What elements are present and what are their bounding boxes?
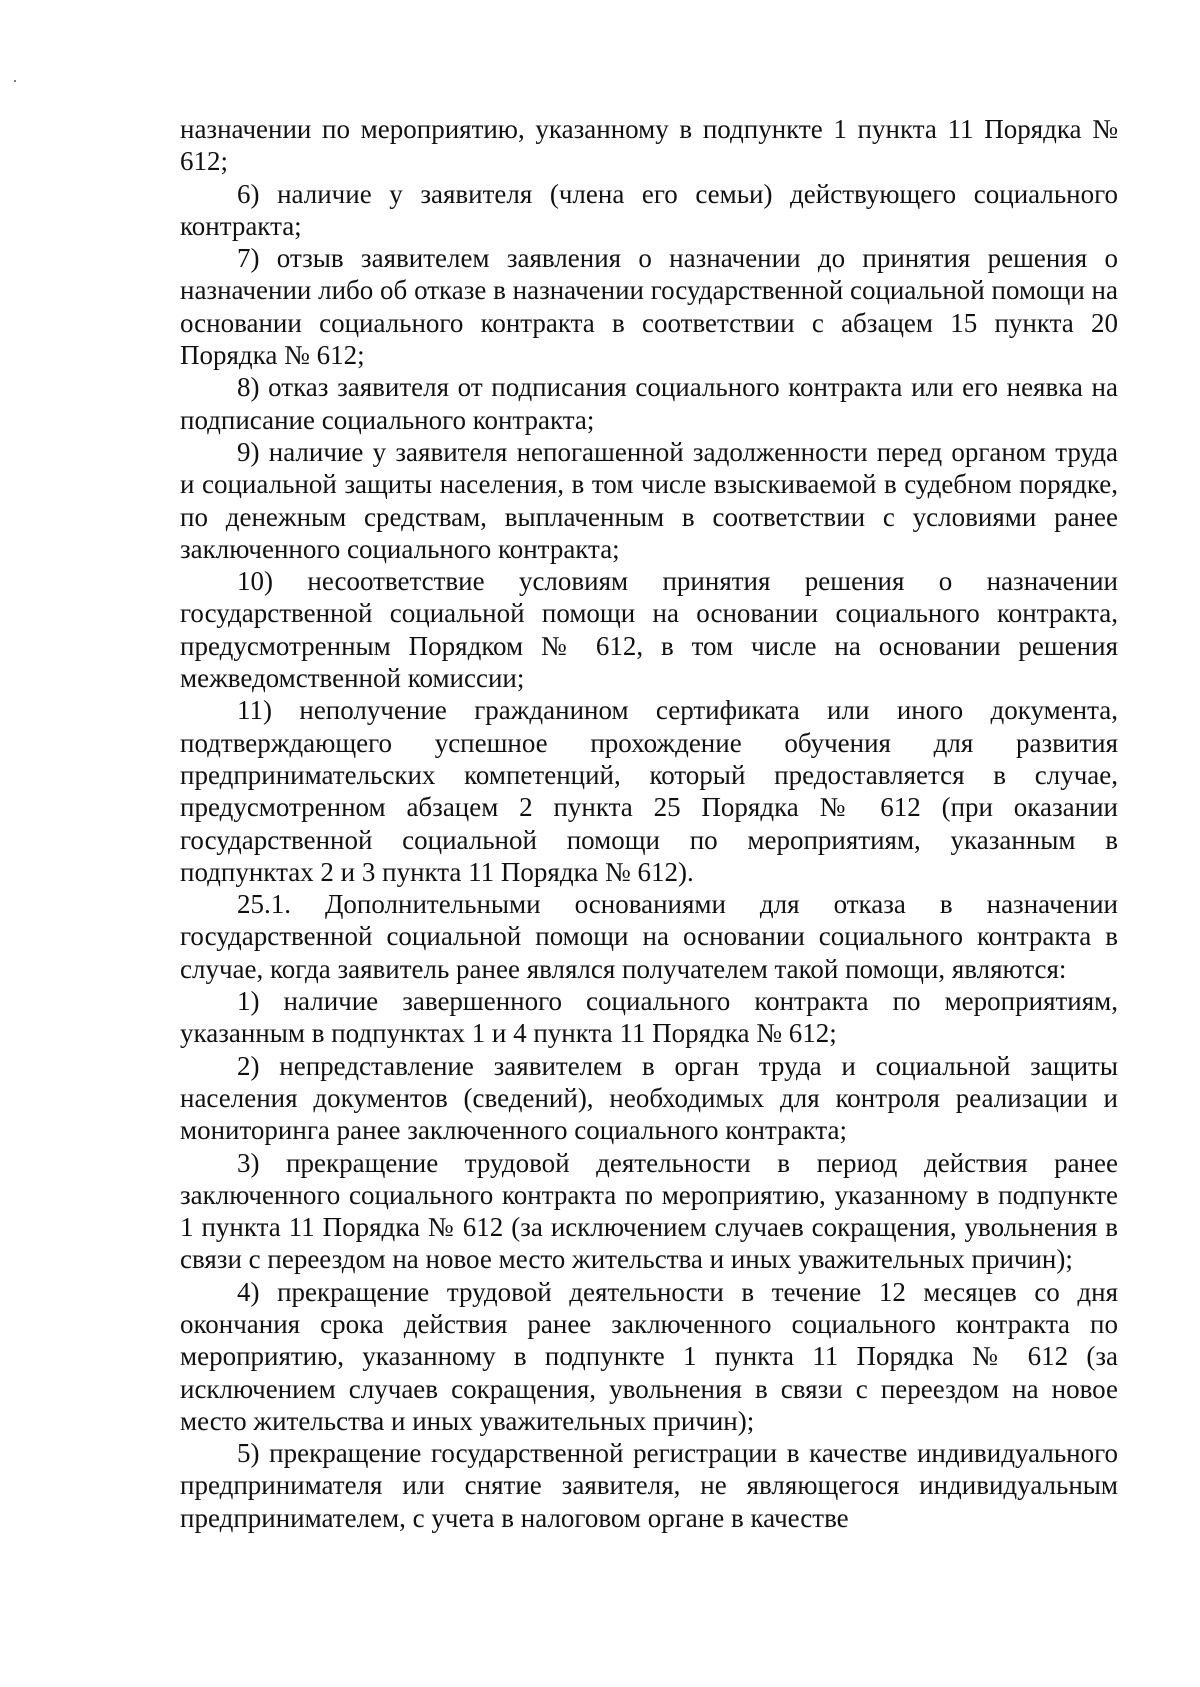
paragraph-item-10: 10) несоответствие условиям принятия решения о назначении государственной социальной помощи на основании социального контракта, предусмотренным Порядком № 612, в том числе на основании решения межведомственной комиссии; xyxy=(180,566,1118,694)
paragraph-item-6: 6) наличие у заявителя (члена его семьи) действующего социального контракта; xyxy=(180,178,1118,241)
paragraph-subitem-1: 1) наличие завершенного социального контракта по мероприятиям, указанным в подпунктах 1 и 4 пункта 11 Порядка № 612; xyxy=(180,986,1118,1049)
paragraph-continuation: назначении по мероприятию, указанному в подпункте 1 пункта 11 Порядка № 612; xyxy=(180,114,1118,177)
paragraph-subitem-4: 4) прекращение трудовой деятельности в течение 12 месяцев со дня окончания срока действия ранее заключенного социального контракта по мероприятию, указанному в подпункте 1 пункта 11 Порядка № 612 (за исключением случаев сокращения, увольнения в связи с переездом на новое место жительства и иных уважительных причин); xyxy=(180,1276,1118,1436)
document-body xyxy=(180,113,1118,1534)
paragraph-subitem-3: 3) прекращение трудовой деятельности в период действия ранее заключенного социального контракта по мероприятию, указанному в подпункте 1 пункта 11 Порядка № 612 (за исключением случаев сокращения, увольнения в связи с переездом на новое место жительства и иных уважительных причин); xyxy=(180,1147,1118,1275)
paragraph-item-8: 8) отказ заявителя от подписания социального контракта или его неявка на подписание социального контракта; xyxy=(180,372,1118,435)
paragraph-subitem-5: 5) прекращение государственной регистрации в качестве индивидуального предпринимателя или снятие заявителя, не являющегося индивидуальным предпринимателем, с учета в налоговом органе в качестве xyxy=(180,1438,1118,1533)
paragraph-section-25-1: 25.1. Дополнительными основаниями для отказа в назначении государственной социальной помощи на основании социального контракта в случае, когда заявитель ранее являлся получателем такой помощи, являются: xyxy=(180,889,1118,984)
paragraph-item-9: 9) наличие у заявителя непогашенной задолженности перед органом труда и социальной защиты населения, в том числе взыскиваемой в судебном порядке, по денежным средствам, выплаченным в соответствии с условиями ранее заключенного социального контракта; xyxy=(180,436,1118,564)
paragraph-subitem-2: 2) непредставление заявителем в орган труда и социальной защиты населения документов (сведений), необходимых для контроля реализации и мониторинга ранее заключенного социального контракта; xyxy=(180,1050,1118,1146)
paragraph-item-11: 11) неполучение гражданином сертификата или иного документа, подтверждающего успешное прохождение обучения для развития предпринимательских компетенций, который предоставляется в случае, предусмотренном абзацем 2 пункта 25 Порядка № 612 (при оказании государственной социальной помощи по мероприятиям, указанным в подпунктах 2 и 3 пункта 11 Порядка № 612). xyxy=(180,695,1118,887)
paragraph-item-7: 7) отзыв заявителем заявления о назначении до принятия решения о назначении либо об отказе в назначении государственной социальной помощи на основании социального контракта в соответствии с абзацем 15 пункта 20 Порядка № 612; xyxy=(180,243,1118,371)
scan-speck xyxy=(14,80,16,82)
